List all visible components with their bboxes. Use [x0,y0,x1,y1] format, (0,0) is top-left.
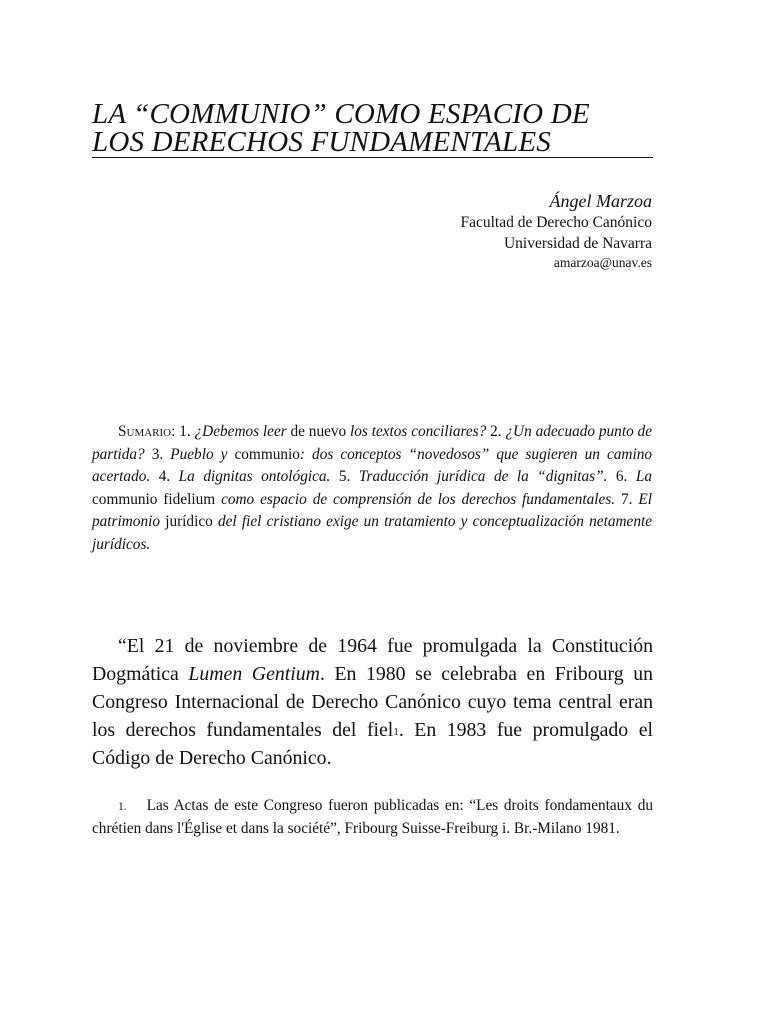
summary-label: Sumario: [118,423,176,440]
body-text [92,632,653,772]
footnote [92,795,653,840]
summary-text: 7. [615,490,639,508]
footnote-reference: 1 [393,726,399,738]
body-paragraph [92,632,653,772]
summary-text: los textos conciliares? [350,423,487,440]
summary-text: jurídico [160,513,218,530]
body-text-run: . En 1980 se celebraba en Fribourg un Congreso Internacional de Derecho Canónico cuyo tema central eran los derechos fundamentales del fiel [92,663,654,741]
author-name: Ángel Marzoa [549,191,652,211]
footnote-text: Las Actas de este Congreso fueron publicadas en: “Les droits fondamentaux du chrétien dans l'Église et dans la société”, Fribourg Suisse-Freiburg i. Br.-Milano 1981. [92,797,653,837]
summary-text: 6. [607,468,636,485]
title-underline-rule [92,157,653,158]
summary-text: La dignitas ontológica. [178,468,331,485]
summary-text: 1. [175,423,195,440]
summary-text: : dos conceptos “novedosos” que sugieren un camino acertado. [92,445,652,485]
summary-text: ¿Un adecuado punto de partida? [92,423,652,463]
summary-text: communio [227,445,300,463]
footnote-paragraph [92,795,653,840]
summary-block [92,421,652,556]
author-email: amarzoa@unav.es [553,255,652,270]
title-line-2: LOS DERECHOS FUNDAMENTALES [92,126,551,158]
summary-text: communio fidelium [92,490,222,508]
summary-paragraph [92,421,652,556]
body-text-run: “El 21 de noviembre de 1964 fue promulgada la Constitución Dogmática [92,635,653,685]
summary-text: Pueblo y [170,445,228,463]
affiliation-university: Universidad de Navarra [503,235,652,252]
body-text-italic: Lumen Gentium [188,663,320,685]
body-text-run: . En 1983 fue promulgado el Código de Derecho Canónico. [92,719,653,769]
summary-text: del fiel cristiano exige un tratamiento y conceptualización netamente jurídicos. [92,513,653,553]
summary-text: de nuevo [286,423,351,440]
summary-text: ¿Debemos leer [194,423,287,440]
footnote-number: 1. [118,801,127,813]
summary-text: El patrimonio [92,490,652,530]
summary-text: La [635,468,653,485]
summary-text: como espacio de comprensión de los derechos fundamentales. [221,490,616,508]
summary-text: 3. [144,445,171,463]
title-line-1: LA “COMMUNIO” COMO ESPACIO DE [92,98,590,130]
summary-text: Traducción jurídica de la “dignitas”. [358,468,608,485]
affiliation-faculty: Facultad de Derecho Canónico [460,214,652,231]
summary-text: 2. [486,423,506,440]
summary-text: 5. [330,468,359,485]
summary-text: 4. [150,468,179,485]
byline [460,190,652,272]
article-title [92,100,652,156]
